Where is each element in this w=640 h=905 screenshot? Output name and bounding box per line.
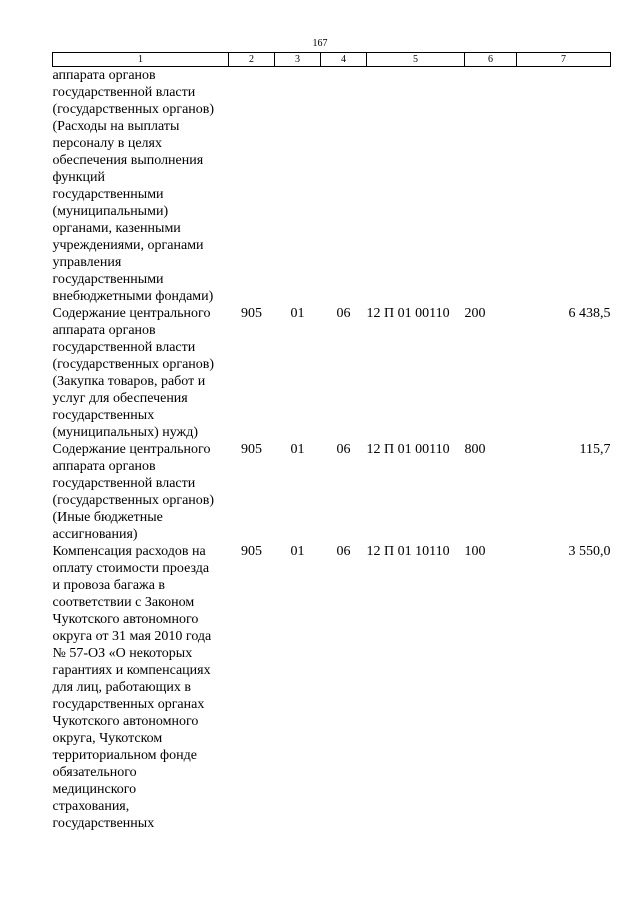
col-header-expense-type: 6 bbox=[465, 53, 517, 67]
page-number: 167 bbox=[312, 38, 328, 49]
table-row bbox=[53, 305, 611, 441]
col-header-description: 1 bbox=[53, 53, 229, 67]
row-section: 01 bbox=[290, 544, 305, 559]
row-ministry: 905 bbox=[241, 442, 262, 457]
row-expense-type: 200 bbox=[464, 306, 486, 321]
col-header-subsection: 4 bbox=[321, 53, 367, 67]
row-target-article: 12 П 01 00110 bbox=[366, 306, 450, 321]
budget-table bbox=[52, 52, 611, 832]
row-subsection: 06 bbox=[336, 544, 351, 559]
row-target-article bbox=[367, 67, 465, 306]
row-amount: 6 438,5 bbox=[568, 306, 611, 321]
row-subsection bbox=[321, 67, 367, 306]
row-expense-type: 100 bbox=[464, 544, 486, 559]
row-description: Содержание центрального аппарата органов государственной власти (государственных органов) (Иные бюджетные ассигнования) bbox=[52, 442, 215, 542]
row-expense-type: 800 bbox=[464, 442, 486, 457]
row-description: Содержание центрального аппарата органов государственной власти (государственных органов) (Закупка товаров, работ и услуг для обеспечения государственных (муниципальных) нужд) bbox=[52, 306, 215, 440]
row-section: 01 bbox=[290, 442, 305, 457]
row-section: 01 bbox=[290, 306, 305, 321]
row-subsection: 06 bbox=[336, 306, 351, 321]
row-ministry: 905 bbox=[241, 544, 262, 559]
row-description: Компенсация расходов на оплату стоимости проезда и провоза багажа в соответствии с Законом Чукотского автономного округа от 31 мая 2010 года № 57-ОЗ «О некоторых гарантиях и компенсациях для лиц, работающих в государственных органах Чукотского автономного округа, Чукотском территориальном фонде обязательного медицинского страхования, государственных bbox=[52, 544, 212, 831]
row-amount bbox=[517, 67, 611, 306]
col-header-target-article: 5 bbox=[367, 53, 465, 67]
row-target-article: 12 П 01 00110 bbox=[366, 442, 450, 457]
row-ministry: 905 bbox=[241, 306, 262, 321]
col-header-amount: 7 bbox=[517, 53, 611, 67]
row-ministry bbox=[229, 67, 275, 306]
row-amount: 115,7 bbox=[579, 442, 611, 457]
table-row bbox=[53, 67, 611, 306]
table-row bbox=[53, 543, 611, 832]
row-section bbox=[275, 67, 321, 306]
table-row bbox=[53, 441, 611, 543]
row-description: аппарата органов государственной власти (государственных органов) (Расходы на выплаты персоналу в целях обеспечения выполнения функций государственными (муниципальными) органами, казенными учреждениями, органами управления государственными внебюджетными фондами) bbox=[52, 68, 215, 304]
row-subsection: 06 bbox=[336, 442, 351, 457]
row-target-article: 12 П 01 10110 bbox=[366, 544, 450, 559]
col-header-section: 3 bbox=[275, 53, 321, 67]
row-expense-type bbox=[465, 67, 517, 306]
col-header-ministry: 2 bbox=[229, 53, 275, 67]
header-row bbox=[53, 53, 611, 67]
row-amount: 3 550,0 bbox=[568, 544, 611, 559]
